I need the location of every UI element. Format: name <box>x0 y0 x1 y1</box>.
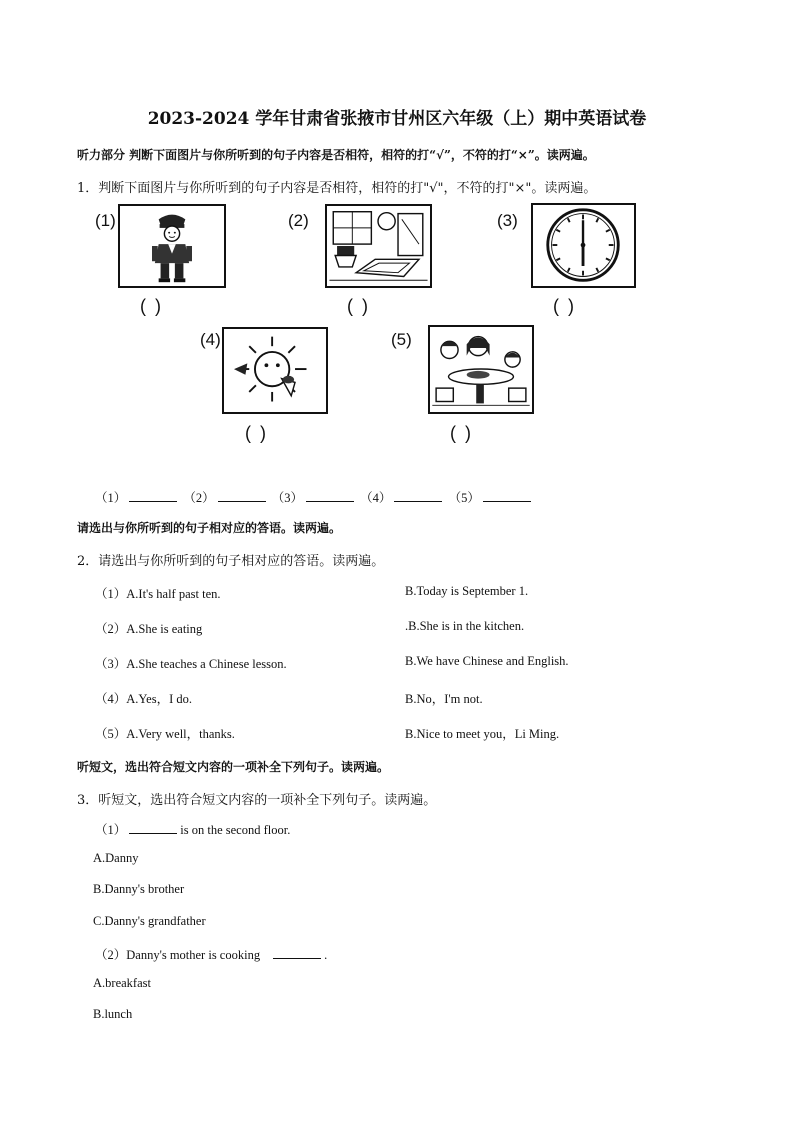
q2-item-1-option-b[interactable]: B.Today is September 1. <box>405 584 529 598</box>
picture-label-1: (1) <box>95 211 116 230</box>
q2-item-4-option-b[interactable]: B.No，I'm not. <box>405 692 483 706</box>
answer-paren-3[interactable]: ( ) <box>553 296 576 316</box>
q3-sentence-2-prefix: （2）Danny's mother is cooking <box>95 948 261 962</box>
q2-item-2-option-a[interactable]: （2）A.She is eating <box>95 622 203 636</box>
answer-blank-3[interactable] <box>306 490 354 502</box>
answer-label-1: （1） <box>95 491 127 505</box>
question-3-text: 3．听短文，选出符合短文内容的一项补全下列句子。读两遍。 <box>77 793 437 808</box>
answer-blank-2[interactable] <box>218 490 266 502</box>
q3-s2-option-b[interactable]: B.lunch <box>93 1007 133 1021</box>
answer-label-3: （3） <box>271 491 304 505</box>
clock-six-icon <box>533 205 634 286</box>
q3-sentence-2 <box>95 945 327 963</box>
page-title: 2023-2024 学年甘肃省张掖市甘州区六年级（上）期中英语试卷 <box>147 109 647 129</box>
answer-blank-1[interactable] <box>129 490 177 502</box>
q3-sentence-2-suffix: . <box>324 948 328 962</box>
family-picture <box>428 325 534 414</box>
answer-paren-2[interactable]: ( ) <box>347 296 370 316</box>
section-3-header: 听短文，选出符合短文内容的一项补全下列句子。读两遍。 <box>77 760 390 774</box>
bathroom-picture <box>325 204 432 288</box>
q2-item-3-option-a[interactable]: （3）A.She teaches a Chinese lesson. <box>95 657 287 671</box>
sun-picture <box>222 327 328 414</box>
q2-item-5-option-a[interactable]: （5）A.Very well，thanks. <box>95 727 235 741</box>
picture-label-3: (3) <box>497 211 518 230</box>
q3-sentence-1-blank[interactable] <box>129 822 177 834</box>
picture-label-5: (5) <box>391 330 412 349</box>
question-1-text: 1．判断下面图片与你所听到的句子内容是否相符，相符的打"√"，不符的打"×"。读两遍。 <box>77 181 597 196</box>
q3-s1-option-c[interactable]: C.Danny's grandfather <box>93 914 206 928</box>
q2-item-4-option-a[interactable]: （4）A.Yes，I do. <box>95 692 193 706</box>
answer-paren-4[interactable]: ( ) <box>245 423 268 443</box>
answer-label-4: （4） <box>360 491 392 505</box>
q2-item-3-option-b[interactable]: B.We have Chinese and English. <box>405 654 569 668</box>
bathroom-icon <box>327 206 430 286</box>
q2-item-1-option-a[interactable]: （1）A.It's half past ten. <box>95 587 221 601</box>
answer-label-2: （2） <box>183 491 215 505</box>
sun-ice-cream-icon <box>224 329 326 412</box>
q2-item-5-option-b[interactable]: B.Nice to meet you，Li Ming. <box>405 727 560 741</box>
clock-picture <box>531 203 636 288</box>
answer-paren-1[interactable]: ( ) <box>140 296 163 316</box>
police-officer-icon <box>120 206 224 286</box>
q3-s2-option-a[interactable]: A.breakfast <box>93 976 151 990</box>
answer-label-5: （5） <box>448 491 480 505</box>
section-2-header: 请选出与你所听到的句子相对应的答语。读两遍。 <box>77 521 342 535</box>
q3-sentence-1-suffix: is on the second floor. <box>180 823 291 837</box>
q3-sentence-1-prefix: （1） <box>95 823 127 837</box>
q3-sentence-1 <box>95 820 290 838</box>
q3-sentence-2-blank[interactable] <box>273 947 321 959</box>
q2-item-2-option-b[interactable]: .B.She is in the kitchen. <box>405 619 525 633</box>
picture-label-2: (2) <box>288 211 309 230</box>
answer-blanks-row <box>95 488 534 506</box>
answer-blank-5[interactable] <box>483 490 531 502</box>
question-2-text: 2．请选出与你所听到的句子相对应的答语。读两遍。 <box>77 554 385 569</box>
section-listening-header: 听力部分 判断下面图片与你所听到的句子内容是否相符，相符的打“√”，不符的打“×”。读两遍。 <box>77 148 595 162</box>
picture-label-4: (4) <box>200 330 221 349</box>
q3-s1-option-a[interactable]: A.Danny <box>93 851 139 865</box>
answer-paren-5[interactable]: ( ) <box>450 423 473 443</box>
police-officer-picture <box>118 204 226 288</box>
answer-blank-4[interactable] <box>394 490 442 502</box>
q3-s1-option-b[interactable]: B.Danny's brother <box>93 882 185 896</box>
family-dinner-icon <box>430 327 532 412</box>
